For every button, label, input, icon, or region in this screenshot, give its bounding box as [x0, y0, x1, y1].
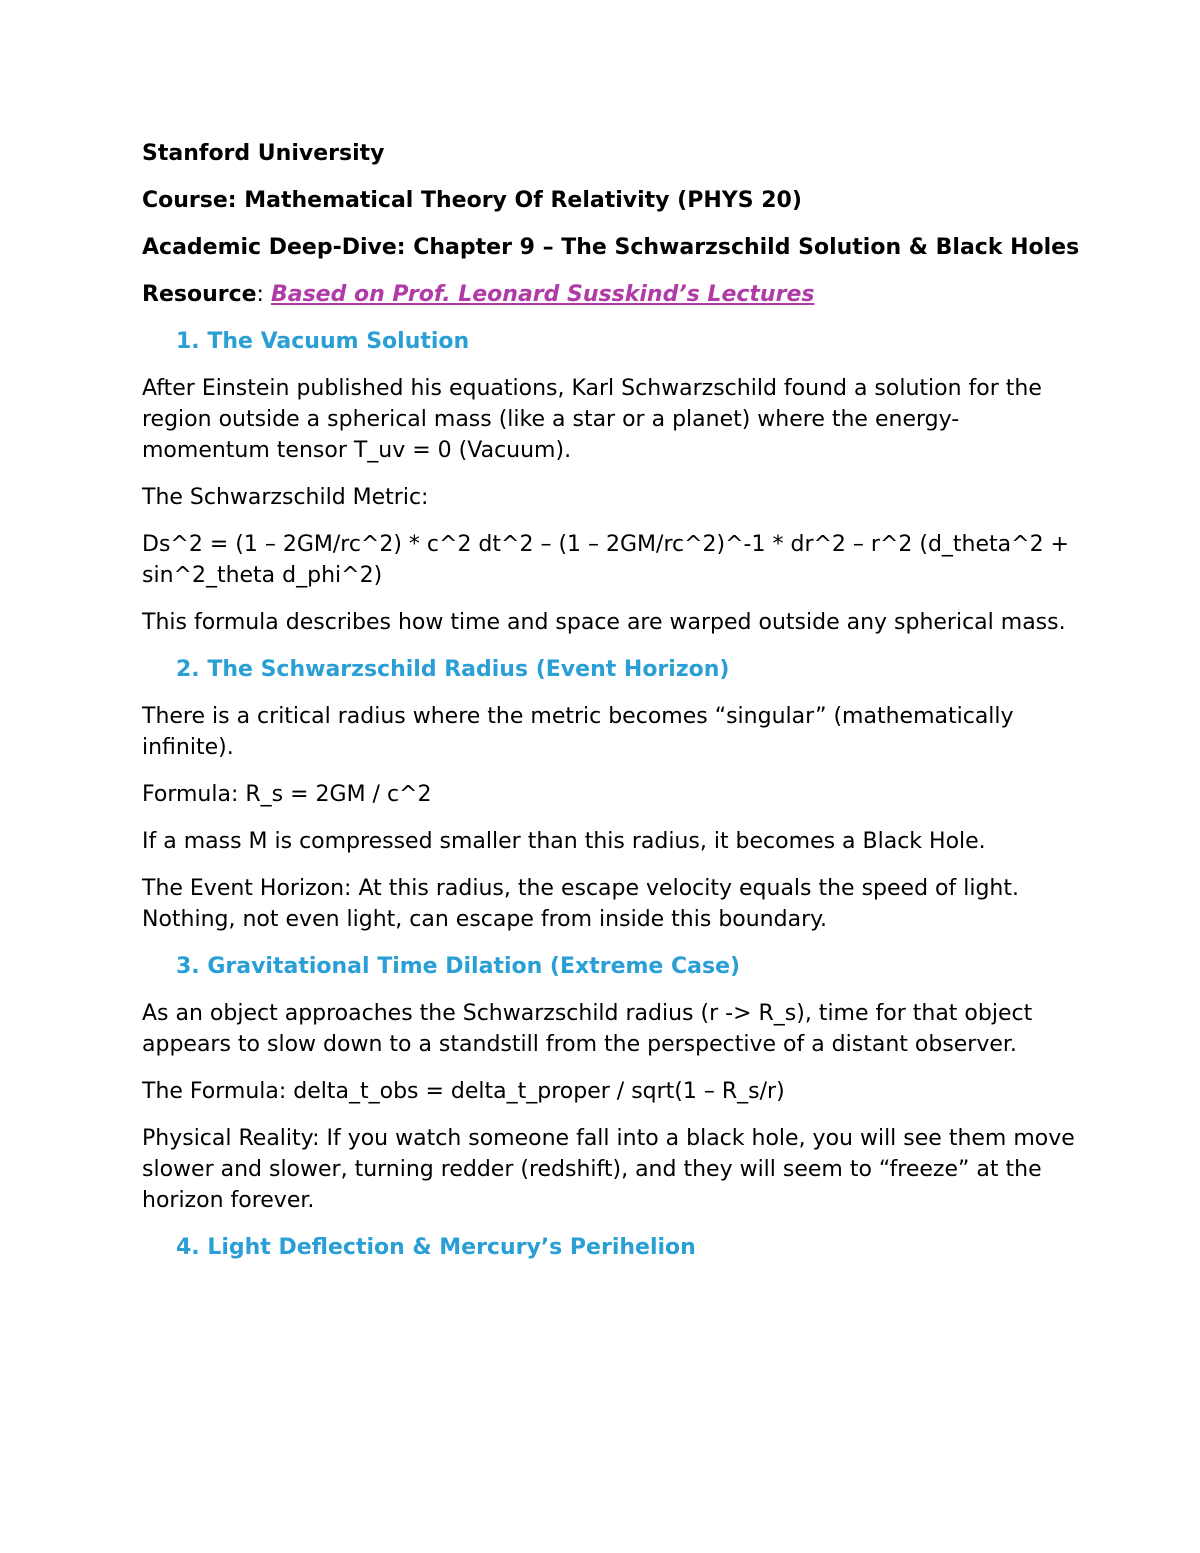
- university-name: Stanford University: [142, 141, 385, 166]
- paragraph: There is a critical radius where the metric becomes “singular” (mathematically infinite).: [142, 704, 1014, 760]
- paragraph: As an object approaches the Schwarzschild radius (r -> R_s), time for that object appears to slow down to a standstill from the perspective of a distant observer.: [142, 1001, 1033, 1057]
- section-heading-light-deflection: 4. Light Deflection & Mercury’s Perihelion: [176, 1235, 696, 1260]
- resource-label: Resource: [142, 282, 257, 307]
- chapter-title: Academic Deep-Dive: Chapter 9 – The Schwarzschild Solution & Black Holes: [142, 235, 1080, 260]
- paragraph: After Einstein published his equations, Karl Schwarzschild found a solution for the region outside a spherical mass (like a star or a planet) where the energy-momentum tensor T_uv = 0 (Vacuum).: [142, 376, 1042, 463]
- radius-formula: Formula: R_s = 2GM / c^2: [142, 782, 432, 807]
- resource-separator: :: [256, 282, 271, 307]
- section-heading-vacuum-solution: 1. The Vacuum Solution: [176, 329, 470, 354]
- section-heading-schwarzschild-radius: 2. The Schwarzschild Radius (Event Horizon): [176, 657, 730, 682]
- paragraph: The Schwarzschild Metric:: [142, 485, 429, 510]
- course-title: Course: Mathematical Theory Of Relativity (PHYS 20): [142, 188, 802, 213]
- section-heading-time-dilation: 3. Gravitational Time Dilation (Extreme Case): [176, 954, 741, 979]
- resource-link[interactable]: Based on Prof. Leonard Susskind’s Lectures: [270, 282, 815, 307]
- document-page: [142, 138, 1082, 1279]
- resource-line: [142, 279, 1082, 310]
- time-dilation-formula: The Formula: delta_t_obs = delta_t_proper / sqrt(1 – R_s/r): [142, 1079, 785, 1104]
- paragraph: Physical Reality: If you watch someone fall into a black hole, you will see them move slower and slower, turning redder (redshift), and they will seem to “freeze” at the horizon forever.: [142, 1126, 1075, 1213]
- paragraph: If a mass M is compressed smaller than this radius, it becomes a Black Hole.: [142, 829, 986, 854]
- metric-formula: Ds^2 = (1 – 2GM/rc^2) * c^2 dt^2 – (1 – 2GM/rc^2)^-1 * dr^2 – r^2 (d_theta^2 + sin^2_theta d_phi^2): [142, 532, 1069, 588]
- paragraph: The Event Horizon: At this radius, the escape velocity equals the speed of light. Nothing, not even light, can escape from inside this boundary.: [142, 876, 1019, 932]
- paragraph: This formula describes how time and space are warped outside any spherical mass.: [142, 610, 1066, 635]
